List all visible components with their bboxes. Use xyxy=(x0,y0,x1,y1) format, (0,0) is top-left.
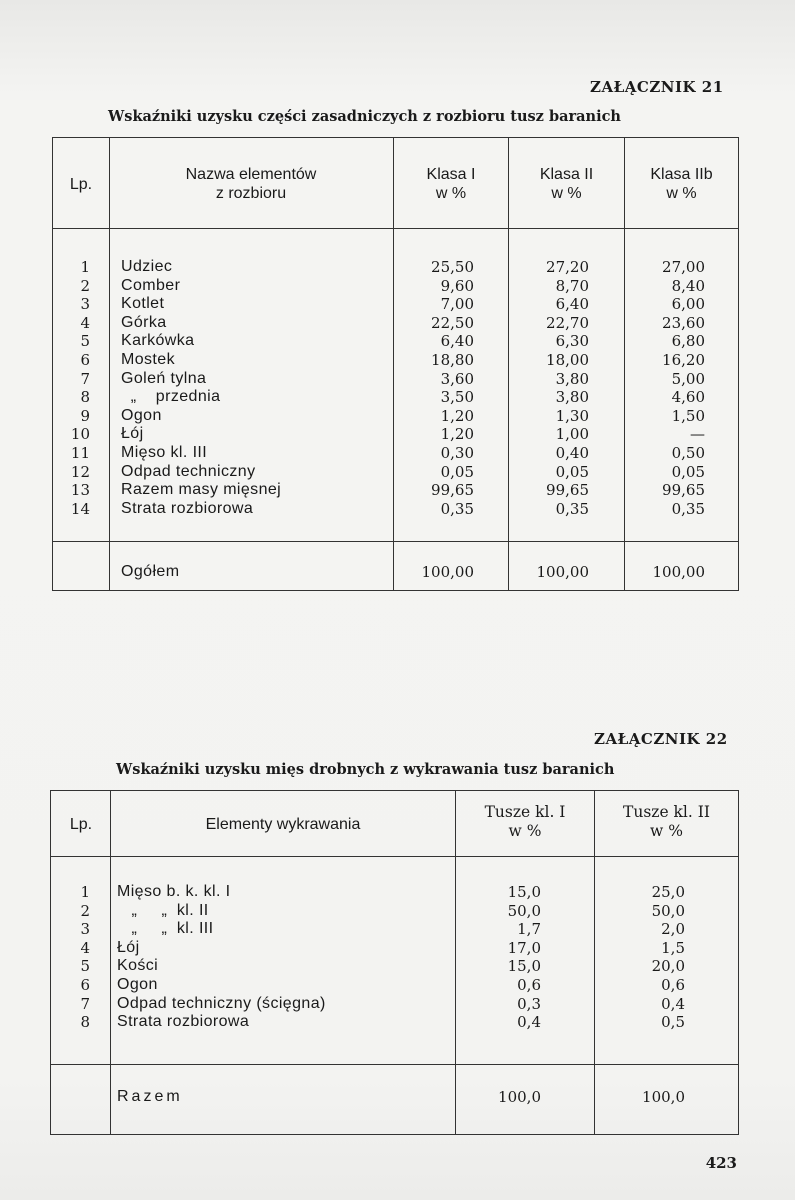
table-cell: 2,0 xyxy=(661,920,685,939)
table-row-name: Mostek xyxy=(121,350,175,368)
column-name xyxy=(121,258,391,518)
table-cell: 1,30 xyxy=(555,406,589,425)
column-class-2b xyxy=(625,258,705,518)
table-row-name: „ przednia xyxy=(121,388,221,406)
header-class-2b: Klasa IIb w % xyxy=(650,166,713,202)
table-cell: 6,40 xyxy=(555,295,589,314)
table-cell: 0,3 xyxy=(517,994,541,1013)
column-elements xyxy=(117,883,453,1032)
table-cell: 1,20 xyxy=(440,406,474,425)
table-cell: 25,50 xyxy=(431,258,474,276)
table-row-name: Odpad techniczny xyxy=(121,462,256,480)
table-cell: 0,40 xyxy=(555,443,589,462)
total-carcass-1: 100,0 xyxy=(498,1088,541,1106)
column-carcass-1 xyxy=(456,883,541,1032)
table-cell: 6,30 xyxy=(555,332,589,351)
table-cell: 18,00 xyxy=(546,350,589,369)
table-cell: 5,00 xyxy=(671,369,705,388)
table-row-lp: 7 xyxy=(80,369,90,388)
table-row-lp: 13 xyxy=(70,481,90,500)
table-cell: 0,30 xyxy=(440,443,474,462)
table-cell: 0,6 xyxy=(517,975,541,994)
table-cell: 6,80 xyxy=(671,332,705,351)
table-cell: 0,35 xyxy=(671,499,705,518)
table-cell: 3,80 xyxy=(555,369,589,388)
table-row-lp: 5 xyxy=(80,957,90,976)
table-row-name: Kości xyxy=(117,957,159,975)
table-cell: 17,0 xyxy=(507,938,541,957)
table-row-lp: 1 xyxy=(80,883,90,901)
table-row-lp: 12 xyxy=(70,462,90,481)
table-row-name: Razem masy mięsnej xyxy=(121,481,282,499)
table-cell: 99,65 xyxy=(662,481,705,500)
table-cell: 15,0 xyxy=(507,957,541,976)
table-row-lp: 5 xyxy=(80,332,90,351)
table-row-name: Ogon xyxy=(121,406,162,424)
table-cell: 18,80 xyxy=(431,350,474,369)
table-row-name: Goleń tylna xyxy=(121,369,207,387)
table-cell: 1,50 xyxy=(671,406,705,425)
table-row-name: Łój xyxy=(117,938,140,956)
table-row-name: Mięso b. k. kl. I xyxy=(117,883,231,900)
annex-21-title: Wskaźniki uzysku części zasadniczych z rozbioru tusz baranich xyxy=(108,108,621,125)
annex-21-label: ZAŁĄCZNIK 21 xyxy=(590,78,724,96)
table-cell: 4,60 xyxy=(671,388,705,407)
table-cell: 1,20 xyxy=(440,425,474,444)
table-row-lp: 2 xyxy=(80,901,90,920)
table-row-name: Ogon xyxy=(117,975,158,993)
table-cell: 50,0 xyxy=(651,901,685,920)
table-cell: 6,00 xyxy=(671,295,705,314)
table-cell: 15,0 xyxy=(507,883,541,901)
table-row-lp: 4 xyxy=(80,938,90,957)
header-lp: Lp. xyxy=(69,176,93,193)
table-row-lp: 9 xyxy=(80,406,90,425)
table-row-lp: 8 xyxy=(80,1013,90,1032)
table-row-lp: 6 xyxy=(80,350,90,369)
table-cell: 0,50 xyxy=(671,443,705,462)
table-cell: 7,00 xyxy=(440,295,474,314)
table-cell: 20,0 xyxy=(651,957,685,976)
table-cell: 22,50 xyxy=(431,313,474,332)
table-cell: 0,5 xyxy=(661,1013,685,1032)
table-row-lp: 2 xyxy=(80,276,90,295)
table-row-lp: 11 xyxy=(70,443,90,462)
total-label: Ogółem xyxy=(121,563,180,580)
table-row-name: Mięso kl. III xyxy=(121,443,208,461)
table-row-name: Comber xyxy=(121,276,181,294)
table-cell: 0,35 xyxy=(555,499,589,518)
table-cell: 16,20 xyxy=(662,350,705,369)
table-row-name: Łój xyxy=(121,425,144,443)
table-row-name: Strata rozbiorowa xyxy=(117,1013,250,1031)
table-row-lp: 10 xyxy=(70,425,90,444)
table-row-lp: 3 xyxy=(80,295,90,314)
header-lp-22: Lp. xyxy=(69,816,93,833)
table-row-lp: 7 xyxy=(80,994,90,1013)
table-cell: 1,00 xyxy=(555,425,589,444)
header-name: Nazwa elementów z rozbioru xyxy=(185,166,317,202)
table-row-name: Udziec xyxy=(121,258,173,275)
table-row-name: „ „ kl. II xyxy=(117,901,209,919)
table-row-name: Górka xyxy=(121,313,167,331)
table-cell: 25,0 xyxy=(651,883,685,901)
table-row-lp: 3 xyxy=(80,920,90,939)
table-cell: 1,5 xyxy=(661,938,685,957)
table-cell: 3,60 xyxy=(440,369,474,388)
table-cell: 0,4 xyxy=(517,1013,541,1032)
table-cell: 1,7 xyxy=(517,920,541,939)
table-row-name: Kotlet xyxy=(121,295,165,313)
header-class-1: Klasa I w % xyxy=(426,166,476,202)
total-class-2: 100,00 xyxy=(536,563,589,581)
annex-22-title: Wskaźniki uzysku mięs drobnych z wykrawania tusz baranich xyxy=(116,761,615,778)
table-cell: 9,60 xyxy=(440,276,474,295)
table-cell: 8,40 xyxy=(671,276,705,295)
table-cell: 50,0 xyxy=(507,901,541,920)
total-class-2b: 100,00 xyxy=(652,563,705,581)
table-cell: 3,80 xyxy=(555,388,589,407)
table-cell: 0,6 xyxy=(661,975,685,994)
header-class-2: Klasa II w % xyxy=(539,166,594,202)
table-row-name: „ „ kl. III xyxy=(117,920,214,938)
table-row-lp: 1 xyxy=(80,258,90,276)
table-cell: 99,65 xyxy=(546,481,589,500)
header-elements: Elementy wykrawania xyxy=(205,816,361,833)
header-carcass-1: Tusze kl. I w % xyxy=(484,803,566,840)
table-cell: — xyxy=(690,425,705,444)
column-class-1 xyxy=(394,258,474,518)
table-row-lp: 14 xyxy=(70,499,90,518)
table-cell: 3,50 xyxy=(440,388,474,407)
table-cell: 23,60 xyxy=(662,313,705,332)
table-cell: 8,70 xyxy=(555,276,589,295)
page-number: 423 xyxy=(705,1154,737,1172)
column-lp xyxy=(56,258,90,518)
table-cell: 0,4 xyxy=(661,994,685,1013)
table-cell: 99,65 xyxy=(431,481,474,500)
annex-22-label: ZAŁĄCZNIK 22 xyxy=(594,730,728,748)
total-label-22: Razem xyxy=(117,1088,183,1105)
table-cell: 22,70 xyxy=(546,313,589,332)
column-class-2 xyxy=(509,258,589,518)
column-carcass-2 xyxy=(595,883,685,1032)
table-row-lp: 6 xyxy=(80,975,90,994)
table-row-lp: 8 xyxy=(80,388,90,407)
table-cell: 27,00 xyxy=(662,258,705,276)
table-cell: 6,40 xyxy=(440,332,474,351)
total-class-1: 100,00 xyxy=(421,563,474,581)
table-cell: 27,20 xyxy=(546,258,589,276)
table-row-name: Strata rozbiorowa xyxy=(121,499,254,517)
column-lp-22 xyxy=(56,883,90,1032)
table-cell: 0,05 xyxy=(671,462,705,481)
table-cell: 0,05 xyxy=(440,462,474,481)
table-row-lp: 4 xyxy=(80,313,90,332)
total-carcass-2: 100,0 xyxy=(642,1088,685,1106)
table-cell: 0,35 xyxy=(440,499,474,518)
table-cell: 0,05 xyxy=(555,462,589,481)
table-row-name: Odpad techniczny (ścięgna) xyxy=(117,994,326,1012)
header-carcass-2: Tusze kl. II w % xyxy=(623,803,710,840)
table-row-name: Karkówka xyxy=(121,332,195,350)
